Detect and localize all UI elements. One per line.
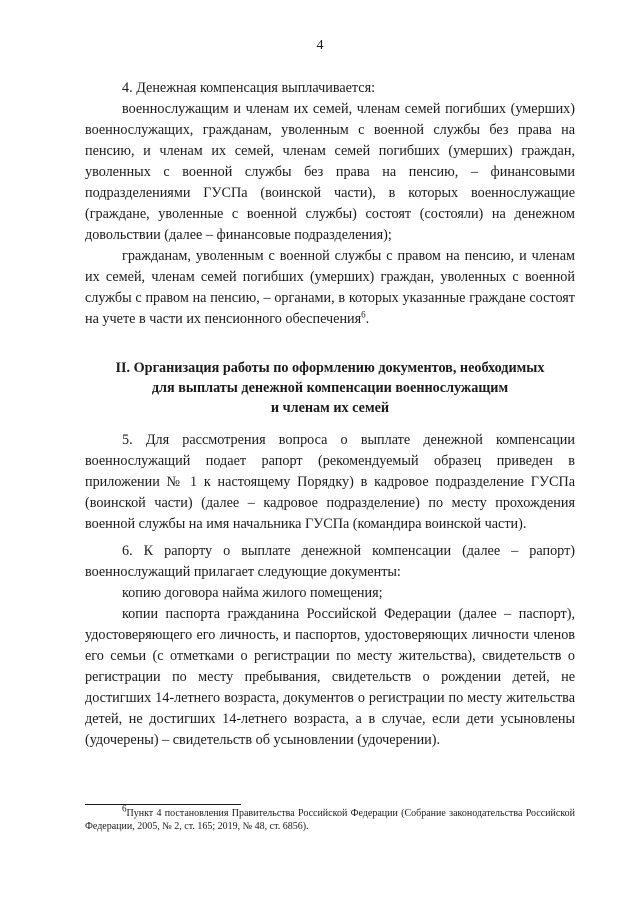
item-6-document-passports: копии паспорта гражданина Российской Федерации (далее – паспорт), удостоверяющего его личность, и паспортов, удостоверяющих личности членов его семьи (с отметками о регистрации по месту жительства), свидетельств о регистрации по месту пребывания, свидетельств о рождении детей, не достигших 14-летнего возраста, документов о регистрации по месту жительства детей, не достигших 14-летнего возраста, а в случае, если дети усыновлены (удочерены) – свидетельств об усыновлении (удочерении).	[85, 606, 575, 748]
item-4-block	[85, 78, 575, 330]
section-2-heading-line: для выплаты денежной компенсации военнослужащим	[151, 380, 509, 396]
footnote-marker: 6	[122, 803, 127, 814]
item-4-pension-text: гражданам, уволенным с военной службы с правом на пенсию, и членам их семей, членам семей погибших (умерших) граждан, уволенных с военной службы с правом на пенсию, – органами, в которых указанные граждане состоят на учете в части их пенсионного обеспечения	[85, 248, 575, 327]
item-5-paragraph: 5. Для рассмотрения вопроса о выплате денежной компенсации военнослужащий подает рапорт (рекомендуемый образец приведен в приложении № 1 к настоящему Порядку) в кадровое подразделение ГУСПа (воинской части) (далее – кадровое подразделение) по месту прохождения военной службы на имя начальника ГУСПа (командира воинской части).	[85, 432, 575, 532]
item-4-lead: 4. Денежная компенсация выплачивается:	[122, 80, 376, 96]
footnote-text: Пункт 4 постановления Правительства Российской Федерации (Собрание законодательства Российской Федерации, 2005, № 2, ст. 165; 2019, № 48, ст. 6856).	[85, 808, 575, 832]
section-2-heading	[85, 358, 575, 418]
item-4-pension-end: .	[365, 311, 370, 327]
footnote	[85, 803, 575, 833]
item-4-paragraph-financial: военнослужащим и членам их семей, членам семей погибших (умерших) военнослужащих, гражданам, уволенным с военной службы без права на пенсию, и членам их семей, членам семей погибших (умерших) граждан, уволенных с военной службы без права на пенсию, – финансовыми подразделениями ГУСПа (воинской части), в которых военнослужащие (граждане, уволенные с военной службы) состоят (состояли) на денежном довольствии (далее – финансовые подразделения);	[85, 101, 575, 243]
footnote-reference: 6	[361, 309, 366, 320]
footnote-divider	[85, 804, 241, 805]
item-6-paragraph: 6. К рапорту о выплате денежной компенсации (далее – рапорт) военнослужащий прилагает следующие документы:	[85, 543, 575, 580]
item-4-paragraph-pension	[85, 246, 575, 330]
item-6-document-lease: копию договора найма жилого помещения;	[122, 585, 383, 601]
section-2-body	[85, 430, 575, 751]
section-2-heading-line: и членам их семей	[270, 400, 390, 416]
page-number: 4	[316, 38, 324, 53]
section-2-heading-line: II. Организация работы по оформлению документов, необходимых	[115, 360, 545, 376]
